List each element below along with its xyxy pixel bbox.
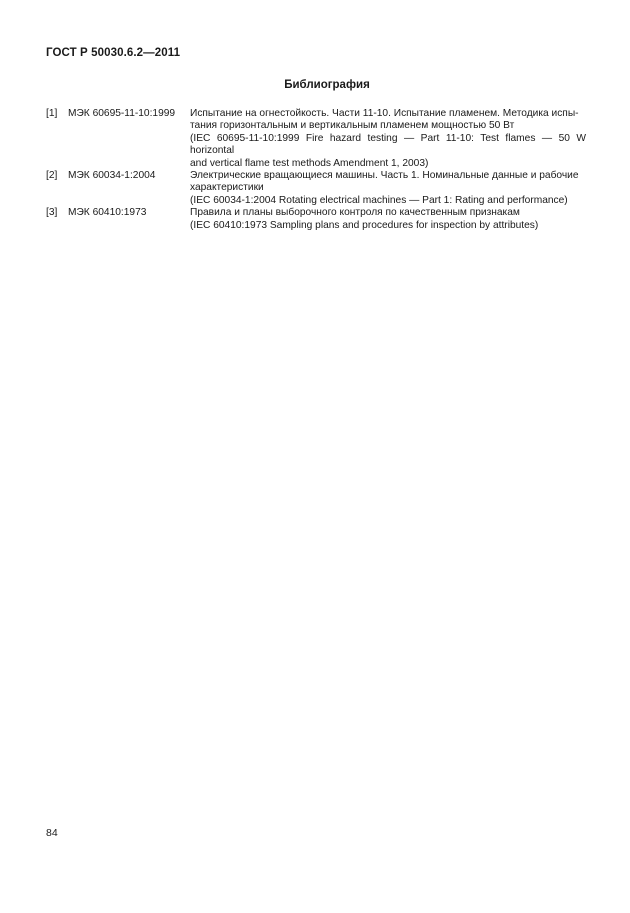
entry-line: Испытание на огнестойкость. Части 11-10. Испытание пламенем. Методика испы- bbox=[190, 108, 579, 119]
entry-line: тания горизонтальным и вертикальным пламенем мощностью 50 Вт bbox=[190, 120, 515, 132]
page-number: 84 bbox=[46, 827, 58, 839]
entry-description bbox=[190, 207, 586, 232]
bibliography-list bbox=[46, 108, 586, 232]
entry-line: характеристики bbox=[190, 182, 264, 194]
entry-line: (IEC 60034-1:2004 Rotating electrical machines — Part 1: Rating and performance) bbox=[190, 194, 568, 206]
document-header: ГОСТ Р 50030.6.2—2011 bbox=[46, 47, 181, 59]
entry-description bbox=[190, 170, 586, 207]
entry-code: МЭК 60034-1:2004 bbox=[68, 170, 156, 182]
entry-line: and vertical flame test methods Amendment 1, 2003) bbox=[190, 157, 429, 169]
entry-line: Электрические вращающиеся машины. Часть 1. Номинальные данные и рабочие bbox=[190, 170, 579, 182]
entry-number: [1] bbox=[46, 108, 58, 119]
entry-line: (IEC 60410:1973 Sampling plans and procedures for inspection by attributes) bbox=[190, 219, 539, 231]
entry-number: [2] bbox=[46, 170, 58, 182]
entry-description bbox=[190, 108, 586, 170]
section-title: Библиография bbox=[284, 79, 370, 91]
bibliography-entry-1 bbox=[46, 108, 586, 170]
entry-code: МЭК 60695-11-10:1999 bbox=[68, 108, 176, 119]
entry-line: Правила и планы выборочного контроля по качественным признакам bbox=[190, 207, 520, 219]
entry-line: (IEC 60695-11-10:1999 Fire hazard testing — Part 11-10: Test flames — 50 W horizontal bbox=[190, 132, 586, 157]
bibliography-entry-3 bbox=[46, 207, 586, 232]
entry-number: [3] bbox=[46, 207, 58, 219]
entry-code: МЭК 60410:1973 bbox=[68, 207, 147, 219]
bibliography-entry-2 bbox=[46, 170, 586, 207]
